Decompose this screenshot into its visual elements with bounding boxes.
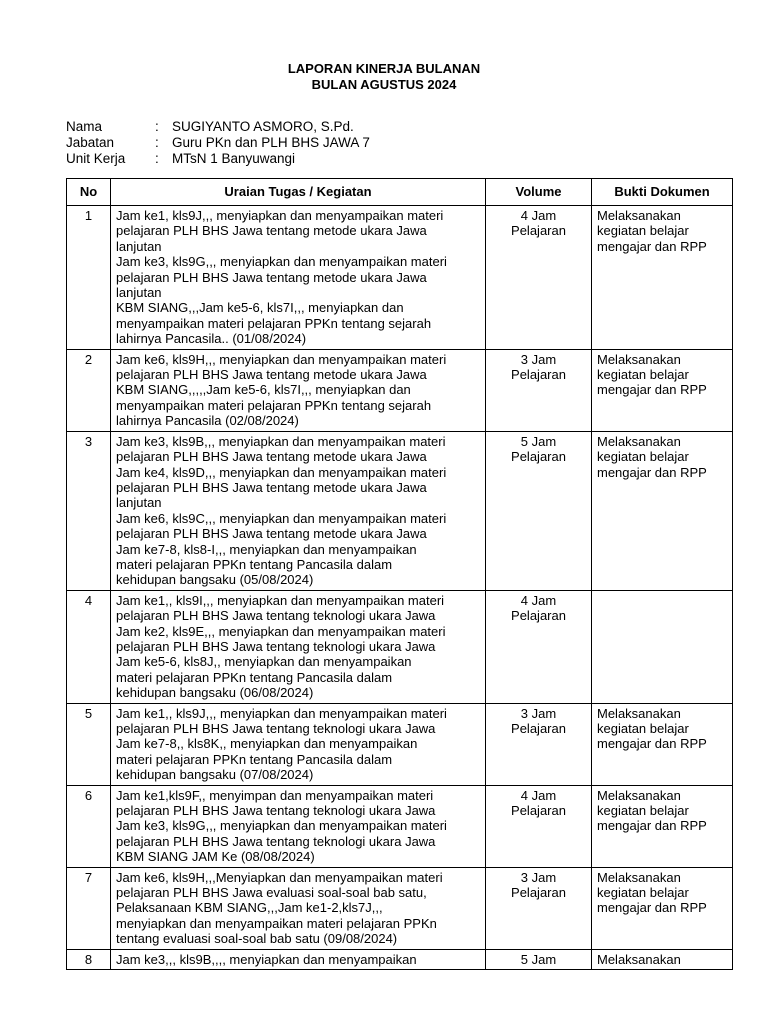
row-volume: 3 Jam Pelajaran [486, 703, 592, 785]
table-row [67, 703, 733, 785]
row-volume: 4 Jam Pelajaran [486, 206, 592, 350]
row-volume: 3 Jam Pelajaran [486, 349, 592, 431]
row-bukti [592, 590, 733, 703]
row-bukti: Melaksanakan [592, 949, 733, 969]
row-bukti: Melaksanakan kegiatan belajar mengajar dan RPP [592, 206, 733, 350]
row-volume: 5 Jam [486, 949, 592, 969]
table-row [67, 867, 733, 949]
row-task: Jam ke6, kls9H,,,Menyiapkan dan menyampaikan materi pelajaran PLH BHS Jawa evaluasi soal-soal bab satu, Pelaksanaan KBM SIANG,,,Jam ke1-2,kls7J,,, menyiapkan dan menyampaikan materi pelajaran PPKn tentang evaluasi soal-soal bab satu (09/08/2024) [111, 867, 486, 949]
row-bukti: Melaksanakan kegiatan belajar mengajar dan RPP [592, 349, 733, 431]
activity-table [66, 178, 733, 970]
row-task: Jam ke1,, kls9J,,, menyiapkan dan menyampaikan materi pelajaran PLH BHS Jawa tentang teknologi ukara Jawa Jam ke7-8,, kls8K,, menyiapkan dan menyampaikan materi pelajaran PPKn tentang Pancasila dalam kehidupan bangsaku (07/08/2024) [111, 703, 486, 785]
info-row-jabatan [66, 135, 370, 151]
row-bukti: Melaksanakan kegiatan belajar mengajar dan RPP [592, 867, 733, 949]
row-bukti: Melaksanakan kegiatan belajar mengajar dan RPP [592, 785, 733, 867]
row-task: Jam ke3, kls9B,,, menyiapkan dan menyampaikan materi pelajaran PLH BHS Jawa tentang metode ukara Jawa Jam ke4, kls9D,,, menyiapkan dan menyampaikan materi pelajaran PLH BHS Jawa tentang metode ukara Jawa lanjutan Jam ke6, kls9C,,, menyiapkan dan menyampaikan materi pelajaran PLH BHS Jawa tentang metode ukara Jawa Jam ke7-8, kls8-I,,, menyiapkan dan menyampaikan materi pelajaran PPKn tentang Pancasila dalam kehidupan bangsaku (05/08/2024) [111, 431, 486, 590]
row-no: 7 [67, 867, 111, 949]
nama-value: SUGIYANTO ASMORO, S.Pd. [172, 119, 354, 134]
table-row [67, 785, 733, 867]
nama-label: Nama [66, 119, 103, 134]
table-row [67, 949, 733, 969]
colon: : [155, 119, 159, 134]
row-volume: 3 Jam Pelajaran [486, 867, 592, 949]
row-task: Jam ke6, kls9H,,, menyiapkan dan menyampaikan materi pelajaran PLH BHS Jawa tentang metode ukara Jawa KBM SIANG,,,,,Jam ke5-6, kls7I,,, menyiapkan dan menyampaikan materi pelajaran PPKn tentang sejarah lahirnya Pancasila (02/08/2024) [111, 349, 486, 431]
row-task: Jam ke1,, kls9I,,, menyiapkan dan menyampaikan materi pelajaran PLH BHS Jawa tentang teknologi ukara Jawa Jam ke2, kls9E,,, menyiapkan dan menyampaikan materi pelajaran PLH BHS Jawa tentang teknologi ukara Jawa Jam ke5-6, kls8J,, menyiapkan dan menyampaikan materi pelajaran PPKn tentang Pancasila dalam kehidupan bangsaku (06/08/2024) [111, 590, 486, 703]
table-row [67, 206, 733, 350]
report-subtitle: BULAN AGUSTUS 2024 [311, 77, 457, 92]
row-bukti: Melaksanakan kegiatan belajar mengajar dan RPP [592, 703, 733, 785]
info-row-nama [66, 119, 370, 135]
row-bukti: Melaksanakan kegiatan belajar mengajar dan RPP [592, 431, 733, 590]
row-task: Jam ke3,,, kls9B,,,, menyiapkan dan menyampaikan [111, 949, 486, 969]
row-no: 6 [67, 785, 111, 867]
row-task: Jam ke1,kls9F,, menyimpan dan menyampaikan materi pelajaran PLH BHS Jawa tentang teknologi ukara Jawa Jam ke3, kls9G,,, menyiapkan dan menyampaikan materi pelajaran PLH BHS Jawa tentang teknologi ukara Jawa KBM SIANG JAM Ke (08/08/2024) [111, 785, 486, 867]
employee-info [66, 119, 370, 167]
header-bukti: Bukti Dokumen [592, 179, 733, 206]
row-no: 1 [67, 206, 111, 350]
row-no: 3 [67, 431, 111, 590]
colon: : [155, 135, 159, 150]
table-row [67, 590, 733, 703]
row-no: 8 [67, 949, 111, 969]
row-volume: 4 Jam Pelajaran [486, 590, 592, 703]
jabatan-label: Jabatan [66, 135, 115, 150]
header-uraian: Uraian Tugas / Kegiatan [111, 179, 486, 206]
row-no: 4 [67, 590, 111, 703]
info-row-unit-kerja [66, 151, 370, 167]
report-title: LAPORAN KINERJA BULANAN [287, 61, 481, 76]
row-no: 5 [67, 703, 111, 785]
unit-kerja-label: Unit Kerja [66, 151, 126, 166]
row-task: Jam ke1, kls9J,,, menyiapkan dan menyampaikan materi pelajaran PLH BHS Jawa tentang metode ukara Jawa lanjutan Jam ke3, kls9G,,, menyiapkan dan menyampaikan materi pelajaran PLH BHS Jawa tentang metode ukara Jawa lanjutan KBM SIANG,,,Jam ke5-6, kls7I,,, menyiapkan dan menyampaikan materi pelajaran PPKn tentang sejarah lahirnya Pancasila.. (01/08/2024) [111, 206, 486, 350]
row-volume: 5 Jam Pelajaran [486, 431, 592, 590]
table-row [67, 431, 733, 590]
header-no: No [67, 179, 111, 206]
row-no: 2 [67, 349, 111, 431]
table-header-row [67, 179, 733, 206]
table-row [67, 349, 733, 431]
row-volume: 4 Jam Pelajaran [486, 785, 592, 867]
jabatan-value: Guru PKn dan PLH BHS JAWA 7 [172, 135, 370, 150]
unit-kerja-value: MTsN 1 Banyuwangi [172, 151, 296, 166]
header-volume: Volume [486, 179, 592, 206]
colon: : [155, 151, 159, 166]
